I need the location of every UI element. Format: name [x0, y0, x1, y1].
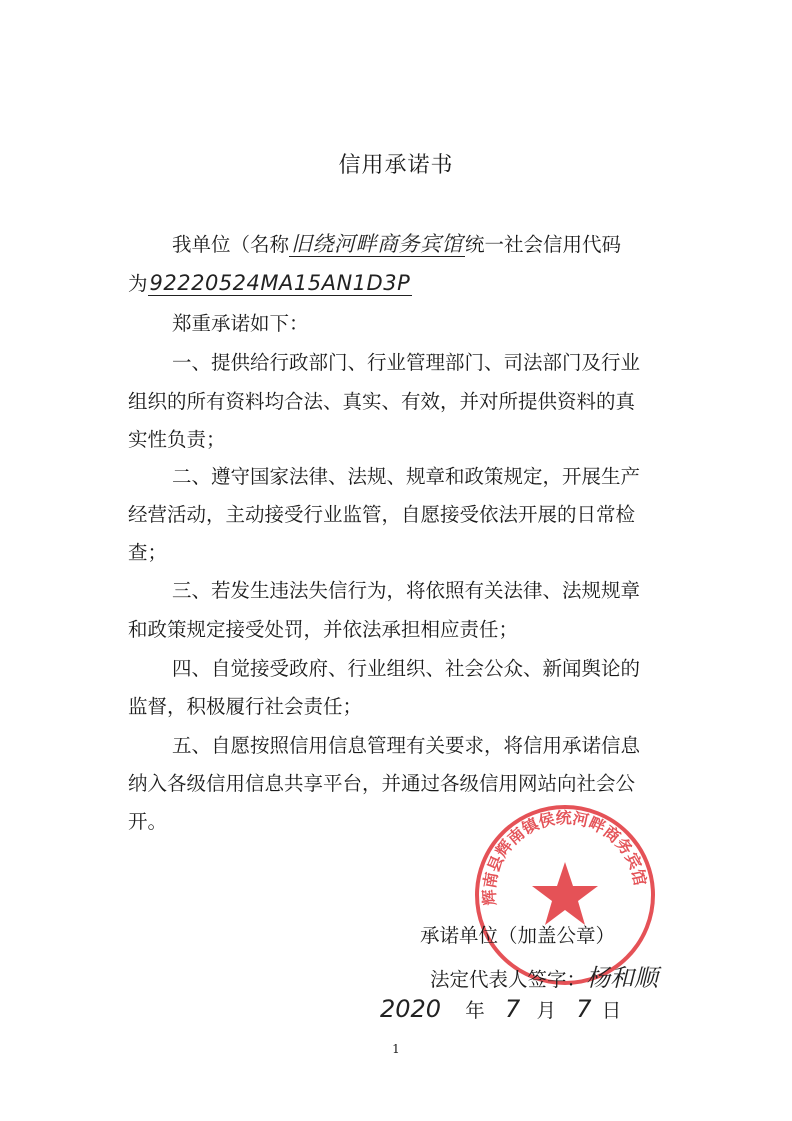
legal-rep-signature: 杨和顺 [586, 964, 659, 992]
intro-suffix: 统一社会信用代码 [465, 233, 622, 256]
intro-prefix: 我单位（名称 [172, 233, 290, 256]
clause-2-line-3: 查； [128, 541, 168, 564]
code-prefix: 为 [128, 272, 148, 295]
date-line [380, 995, 621, 1023]
clause-1-line-1: 一、提供给行政部门、行业管理部门、司法部门及行业 [172, 351, 641, 374]
lead-text: 郑重承诺如下： [172, 312, 309, 335]
seal-star-icon [532, 862, 598, 925]
legal-rep-label: 法定代表人签字： [430, 968, 587, 991]
clause-1-line-3: 实性负责； [128, 428, 226, 451]
legal-rep-line [430, 958, 658, 993]
clause-4-line-1: 四、自觉接受政府、行业组织、社会公众、新闻舆论的 [172, 657, 641, 680]
company-name-field: 旧绕河畔商务宾馆 [291, 232, 464, 256]
clause-2-line-1: 二、遵守国家法律、法规、规章和政策规定，开展生产 [172, 465, 641, 488]
date-month-label: 月 [536, 999, 556, 1022]
clause-1-line-2: 组织的所有资料均合法、真实、有效，并对所提供资料的真 [128, 390, 636, 413]
clause-3-line-2: 和政策规定接受处罚，并依法承担相应责任； [128, 618, 519, 641]
clause-2-line-2: 经营活动，主动接受行业监管，自愿接受依法开展的日常检 [128, 503, 636, 526]
sign-unit-label: 承诺单位（加盖公章） [420, 924, 616, 947]
clause-5-line-2: 纳入各级信用信息共享平台，并通过各级信用网站向社会公 [128, 772, 636, 795]
date-month-value: 7 [505, 995, 521, 1023]
clause-5-line-3: 开。 [128, 810, 168, 833]
intro-line [172, 228, 621, 258]
date-day-value: 7 [576, 995, 592, 1023]
page-number: 1 [392, 1042, 400, 1056]
date-year-label: 年 [465, 999, 485, 1022]
date-year-value: 2020 [380, 995, 442, 1023]
date-day-label: 日 [601, 999, 622, 1022]
credit-code-field: 92220524MA15AN1D3P [149, 271, 411, 295]
seal-text: 辉南县辉南镇侯统河畔商务宾馆 [479, 808, 650, 906]
clause-3-line-1: 三、若发生违法失信行为，将依照有关法律、法规规章 [172, 579, 641, 602]
document-title: 信用承诺书 [338, 153, 454, 178]
clause-4-line-2: 监督，积极履行社会责任； [128, 695, 363, 718]
credit-code-line [128, 268, 412, 296]
clause-5-line-1: 五、自愿按照信用信息管理有关要求，将信用承诺信息 [172, 734, 641, 757]
